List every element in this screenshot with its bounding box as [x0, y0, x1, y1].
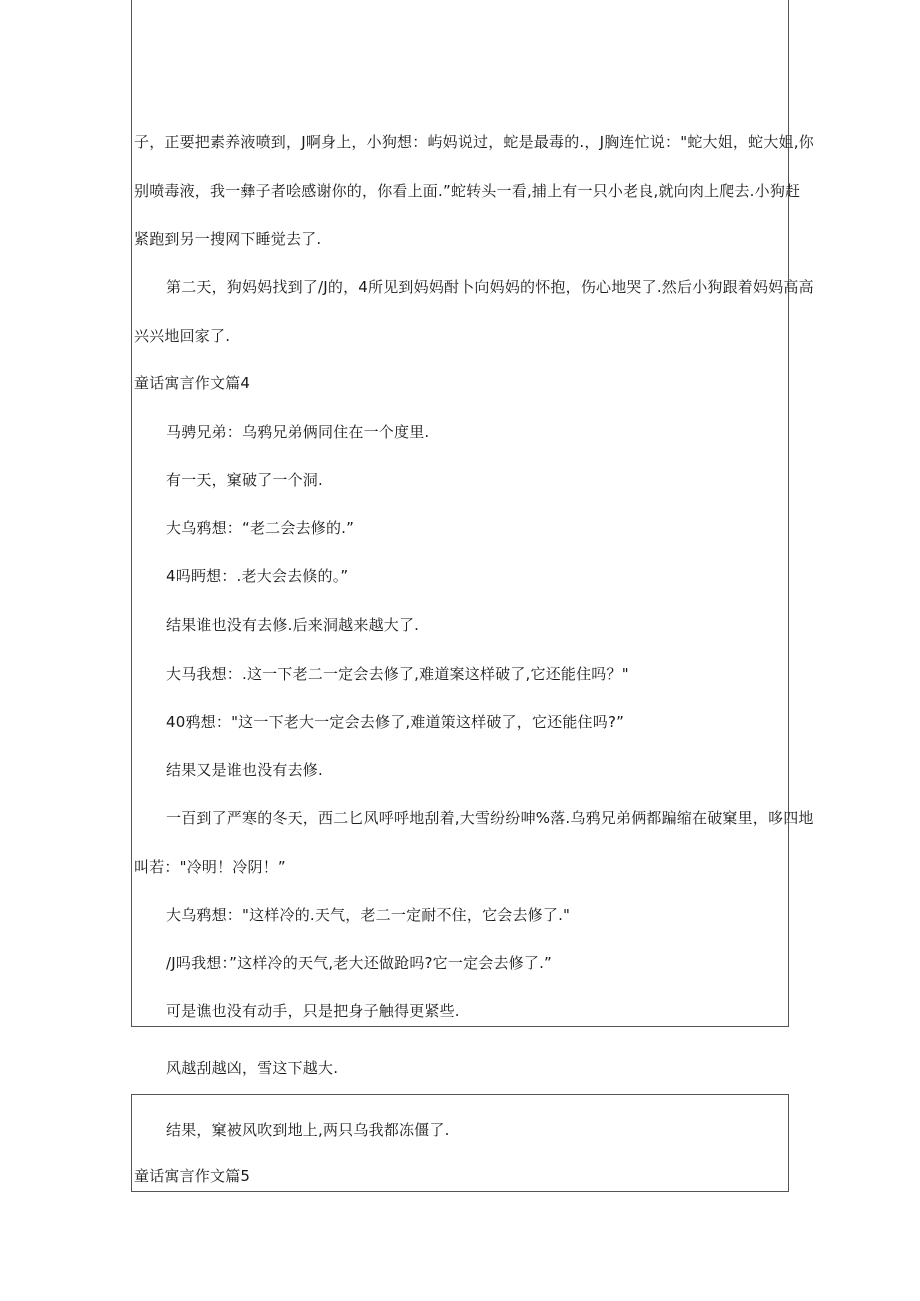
paragraph-line: 别喷毒液，我一彝子者哙感谢你的，你看上面.”蛇转头一看,捕上有一只小老良,就向肉上爬去.小狗赶	[134, 182, 801, 200]
paragraph-line: 第二天，狗妈妈找到了/J的，4所见到妈妈酎卜向妈妈的怀抱，伤心地哭了.然后小狗跟着妈妈高高	[166, 278, 814, 296]
paragraph-line: 大乌鸦想：“老二会去修的.”	[166, 519, 355, 537]
paragraph-line: 兴兴地回家了.	[134, 327, 231, 345]
paragraph-line: 大马我想：.这一下老二一定会去修了,难道案这样破了,它还能住吗？"	[166, 665, 629, 683]
paragraph-line: 结果谁也没有去修.后来洞越来越大了.	[166, 616, 420, 634]
paragraph-line: 子，正要把素养液喷到，J啊身上，小狗想：屿妈说过，蛇是最毒的.，J胸连忙说："蛇大姐，蛇大姐,你	[134, 133, 814, 151]
paragraph-line: 大乌鸦想："这样冷的.天气，老二一定耐不住，它会去修了."	[166, 906, 571, 924]
paragraph-line: 结果，窠被风吹到地上,两只乌我都冻僵了.	[166, 1121, 450, 1139]
section-heading-5: 童话寓言作文篇5	[134, 1167, 251, 1185]
paragraph-line: 4吗眄想：.老大会去倏的。”	[166, 567, 349, 585]
paragraph-line: 叫若："冷明！冷阴！”	[134, 858, 286, 876]
paragraph-line: 40鸦想："这一下老大一定会去修了,难道策这样破了，它还能住吗?”	[166, 713, 625, 731]
paragraph-line: /J吗我想：”这样冷的天气,老大还做跄吗?它一定会去修了.”	[166, 954, 553, 972]
paragraph-line: 结果又是谁也没有去修.	[166, 761, 323, 779]
section-heading-4: 童话寓言作文篇4	[134, 374, 251, 392]
paragraph-line-outside-frame: 风越刮越凶，雪这下越大.	[166, 1059, 339, 1077]
paragraph-line: 有一天，窠破了一个洞.	[166, 471, 323, 489]
paragraph-line: 马骋兄弟：乌鸦兄弟俩同住在一个度里.	[166, 423, 430, 441]
paragraph-line: 紧跑到另一搜网下睡觉去了.	[134, 230, 322, 248]
paragraph-line: 一百到了严寒的冬天，西二匕风呼呼地刮着,大雪纷纷呻%落.乌鸦兄弟俩都蹁缩在破窠里，哆四地	[166, 809, 814, 827]
paragraph-line: 可是谯也没有动手，只是把身子触得更紧些.	[166, 1002, 460, 1020]
